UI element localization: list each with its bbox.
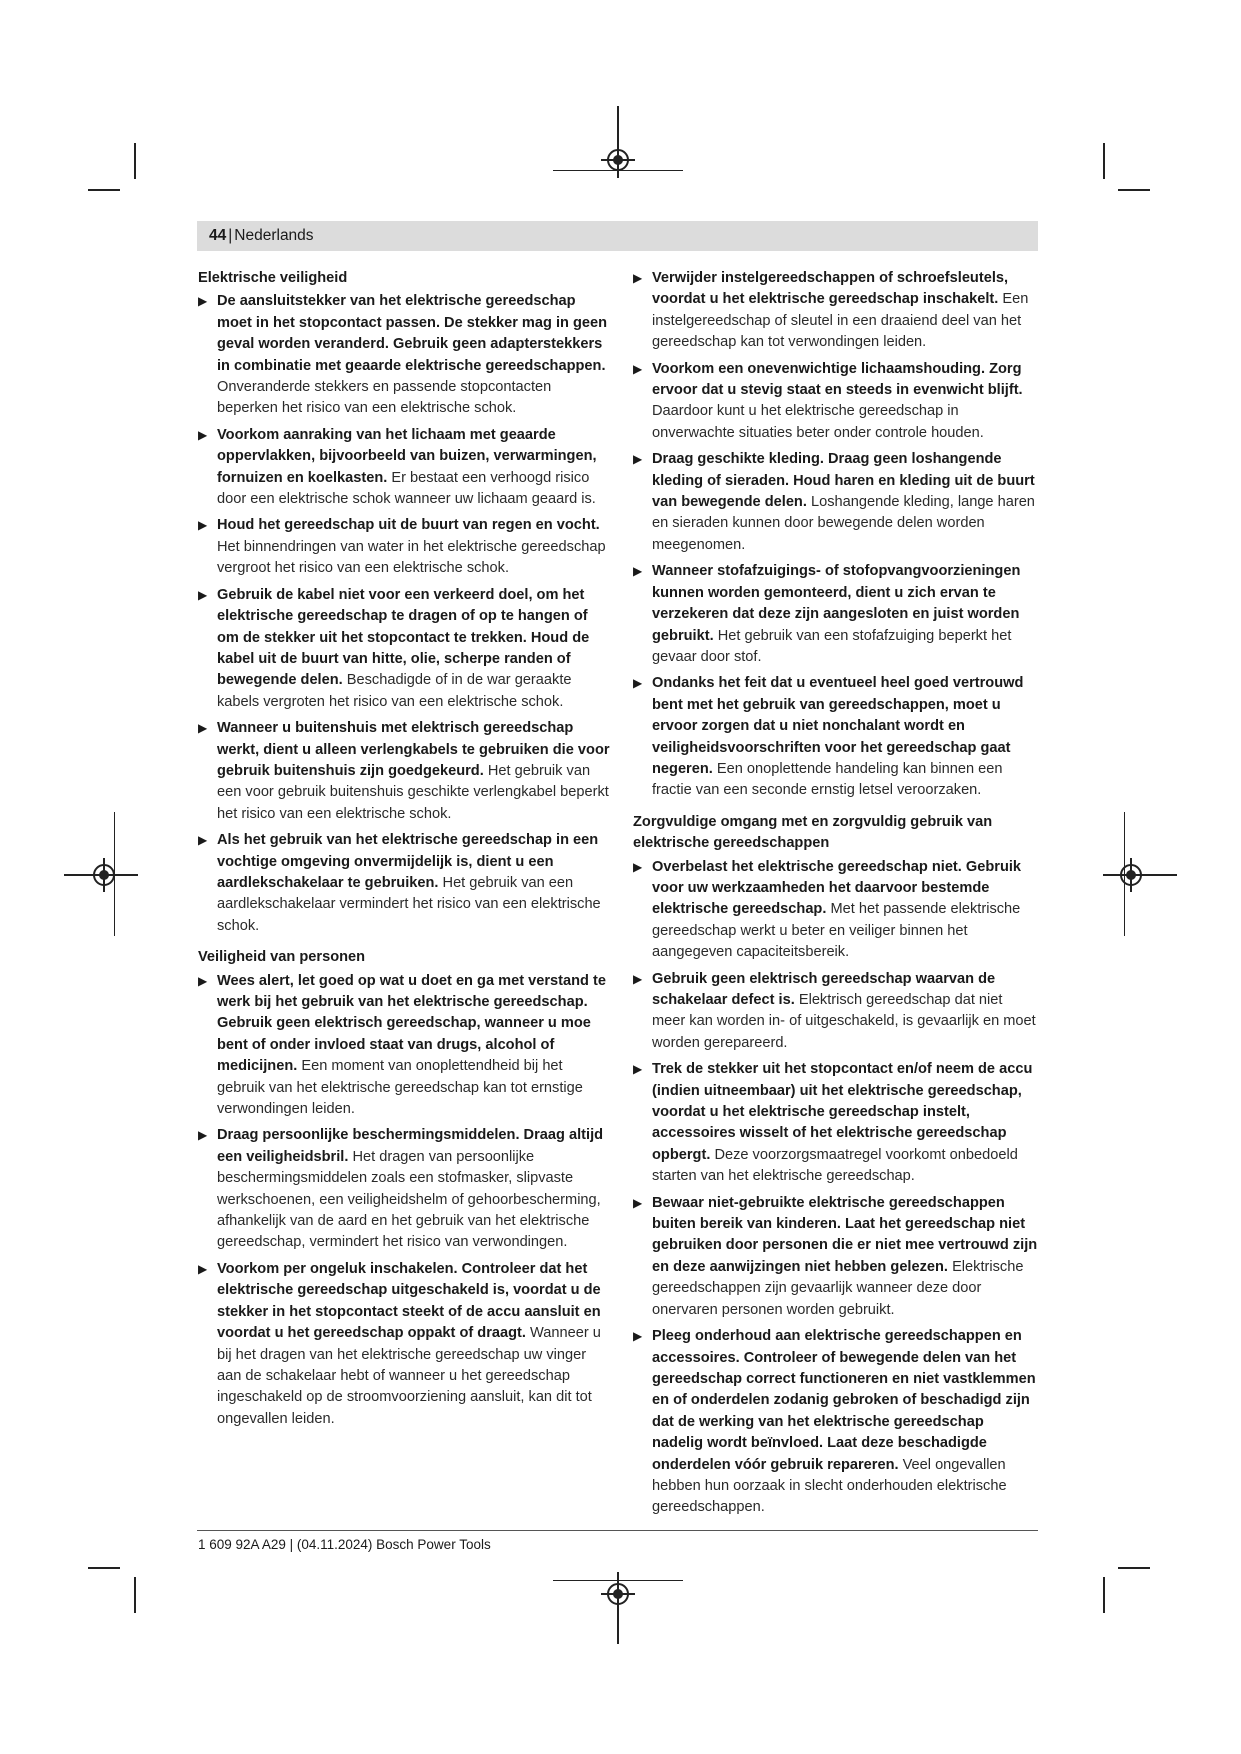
item-text: Een instelgereedschap of sleutel in een draaiend deel van het gereedschap kan tot verwondingen leiden. <box>652 291 1029 351</box>
right-column <box>633 268 1038 1524</box>
list-item <box>633 673 1038 801</box>
bullet-arrow-icon: ▶ <box>633 1062 643 1077</box>
bullet-arrow-icon: ▶ <box>633 859 643 874</box>
item-text: Het binnendringen van water in het elektrische gereedschap vergroot het risico van een elektrische schok. <box>217 538 606 577</box>
list-item <box>633 268 1038 354</box>
list-item <box>633 1193 1038 1321</box>
crop-mark <box>88 189 120 191</box>
section-title: Elektrische veiligheid <box>198 270 348 286</box>
item-bold: Draag persoonlijke beschermingsmiddelen. Draag altijd een veiligheidsbril. <box>217 1127 604 1165</box>
list-item <box>633 449 1038 556</box>
list-item <box>198 718 610 825</box>
bullet-arrow-icon: ▶ <box>633 271 643 285</box>
left-column <box>198 268 610 1435</box>
item-text: Een onoplettende handeling kan binnen een fractie van een seconde ernstig letsel veroorzaken. <box>652 760 1003 799</box>
bullet-arrow-icon: ▶ <box>198 721 208 736</box>
page-header <box>197 221 1038 251</box>
item-bold: Wanneer stofafzuigings- of stofopvangvoorzieningen kunnen worden gemonteerd, dient u zich ervan te verzekeren dat deze zijn aangesloten en juist worden gebruikt. <box>652 563 1021 644</box>
list-item <box>198 515 610 579</box>
list-item <box>198 585 610 713</box>
item-text: Veel ongevallen hebben hun oorzaak in slecht onderhouden elektrische gereedschappen. <box>652 1456 1007 1516</box>
crop-mark <box>134 1577 136 1613</box>
item-text: Loshangende kleding, lange haren en sieraden kunnen door bewegende delen worden meegenomen. <box>652 494 1035 553</box>
header-separator: | <box>228 227 233 244</box>
item-text: Het gebruik van een stofafzuiging beperkt het gevaar door stof. <box>652 627 1012 665</box>
item-text: Wanneer u bij het dragen van het elektrische gereedschap uw vinger aan de schakelaar hebt of wanneer u het gereedschap ingeschakeld op de stroomvoorziening aansluit, kan dit tot ongevallen leiden. <box>217 1325 601 1427</box>
list-item <box>633 1059 1038 1187</box>
bullet-arrow-icon: ▶ <box>198 1128 208 1143</box>
item-text: Met het passende elektrische gereedschap werkt u beter en veiliger binnen het aangegeven capaciteitsbereik. <box>652 901 1021 961</box>
item-bold: Gebruik de kabel niet voor een verkeerd doel, om het elektrische gereedschap te dragen of op te hangen of om de stekker uit het stopcontact te trekken. Houd de kabel uit de buurt van hitte, olie, scherpe randen of bewegende delen. <box>217 586 590 689</box>
list-item <box>198 425 610 511</box>
item-text: Het gebruik van een voor gebruik buitenshuis geschikte verlengkabel beperkt het risico van een elektrische schok. <box>217 762 609 822</box>
crop-mark <box>88 1567 120 1569</box>
list-item <box>633 561 1038 668</box>
bullet-arrow-icon: ▶ <box>633 361 643 376</box>
list-item <box>633 359 1038 445</box>
item-bold: Bewaar niet-gebruikte elektrische gereedschappen buiten bereik van kinderen. Laat het gereedschap niet gebruiken door personen die er niet mee vertrouwd zijn en deze aanwijzingen niet hebben gelezen. <box>652 1194 1038 1275</box>
item-bold: Verwijder instelgereedschappen of schroefsleutels, voordat u het elektrische gereedschap inschakelt. <box>652 270 1009 308</box>
item-bold: Voorkom een onevenwichtige lichaamshouding. Zorg ervoor dat u stevig staat en steeds in evenwicht blijft. <box>652 360 1023 399</box>
item-text: Er bestaat een verhoogd risico door een elektrische schok wanneer uw lichaam geaard is. <box>217 469 596 508</box>
bullet-arrow-icon: ▶ <box>633 676 643 691</box>
item-bold: Overbelast het elektrische gereedschap niet. Gebruik voor uw werkzaamheden het daarvoor bestemde elektrische gereedschap. <box>652 858 1022 918</box>
item-text: Elektrische gereedschappen zijn gevaarlijk wanneer deze door onervaren personen worden gebruikt. <box>652 1258 1024 1318</box>
registration-mark-icon <box>607 149 629 171</box>
crop-mark <box>1118 189 1150 191</box>
bullet-arrow-icon: ▶ <box>633 971 643 986</box>
list-item <box>633 969 1038 1055</box>
item-bold: Voorkom per ongeluk inschakelen. Controleer dat het elektrische gereedschap uitgeschakeld is, voordat u de stekker in het stopcontact steekt of de accu aansluit en voordat u het gereedschap oppakt of draagt. <box>217 1260 601 1342</box>
item-bold: Ondanks het feit dat u eventueel heel goed vertrouwd bent met het gebruik van gereedschappen, moet u ervoor zorgen dat u niet nonchalant wordt en veiligheidsvoorschriften voor het gereedschap gaat negeren. <box>652 675 1024 777</box>
item-bold: Wees alert, let goed op wat u doet en ga met verstand te werk bij het gebruik van het elektrische gereedschap. Gebruik geen elektrisch gereedschap, wanneer u moe bent of onder invloed staat van drugs, alcohol of medicijnen. <box>217 972 606 1075</box>
item-text: Daardoor kunt u het elektrische gereedschap in onverwachte situaties beter onder controle houden. <box>652 403 984 441</box>
section-title: Veiligheid van personen <box>198 949 366 966</box>
bullet-arrow-icon: ▶ <box>198 294 208 309</box>
registration-mark-icon <box>607 1583 629 1605</box>
item-bold: Houd het gereedschap uit de buurt van regen en vocht. <box>217 517 600 534</box>
item-text: Onveranderde stekkers en passende stopcontacten beperken het risico van een elektrische schok. <box>217 379 552 417</box>
item-text: Een moment van onoplettendheid bij het gebruik van het elektrische gereedschap kan tot ernstige verwondingen leiden. <box>217 1058 583 1118</box>
bullet-arrow-icon: ▶ <box>198 833 208 848</box>
list-item <box>198 1125 610 1253</box>
bullet-arrow-icon: ▶ <box>198 973 208 988</box>
crop-mark <box>1118 1567 1150 1569</box>
list-item <box>633 857 1038 964</box>
item-bold: Draag geschikte kleding. Draag geen loshangende kleding of sieraden. Houd haren en kleding uit de buurt van bewegende delen. <box>652 451 1035 511</box>
crop-mark <box>134 143 136 179</box>
bullet-arrow-icon: ▶ <box>198 1261 208 1276</box>
list-item <box>633 1326 1038 1519</box>
item-text: Elektrisch gereedschap dat niet meer kan worden in- of uitgeschakeld, is gevaarlijk en moet worden gerepareerd. <box>652 992 1036 1051</box>
item-bold: Gebruik geen elektrisch gereedschap waarvan de schakelaar defect is. <box>652 970 996 1008</box>
item-bold: De aansluitstekker van het elektrische gereedschap moet in het stopcontact passen. De stekker mag in geen geval worden veranderd. Gebruik geen adapterstekkers in combinatie met geaarde elektrische gereedschappen. <box>217 293 608 374</box>
bullet-arrow-icon: ▶ <box>633 564 643 579</box>
page-footer: 1 609 92A A29 | (04.11.2024) Bosch Power Tools <box>198 1537 491 1552</box>
bullet-arrow-icon: ▶ <box>198 427 208 442</box>
bullet-arrow-icon: ▶ <box>198 587 208 602</box>
item-bold: Trek de stekker uit het stopcontact en/of neem de accu (indien uitneembaar) uit het elektrische gereedschap, voordat u het elektrische gereedschap instelt, accessoires wisselt of het elektrische gereedschap opbergt. <box>652 1061 1033 1163</box>
item-bold: Wanneer u buitenshuis met elektrisch gereedschap werkt, dient u alleen verlengkabels te gebruiken die voor gebruik buitenshuis zijn goedgekeurd. <box>217 720 610 779</box>
bullet-arrow-icon: ▶ <box>633 452 643 467</box>
item-bold: Voorkom aanraking van het lichaam met geaarde oppervlakken, bijvoorbeeld van buizen, verwarmingen, fornuizen en koelkasten. <box>217 426 597 486</box>
item-text: Het dragen van persoonlijke beschermingsmiddelen zoals een stofmasker, slipvaste werkschoenen, een veiligheidshelm of gehoorbescherming, afhankelijk van de aard en het gebruik van het elektrische gereedschap, vermindert het risico van verwondingen. <box>217 1148 601 1251</box>
item-text: Deze voorzorgsmaatregel voorkomt onbedoeld starten van het elektrische gereedschap. <box>652 1146 1018 1185</box>
list-item <box>198 830 610 937</box>
item-text: Het gebruik van een aardlekschakelaar vermindert het risico van een elektrische schok. <box>217 874 601 934</box>
item-bold: Als het gebruik van het elektrische gereedschap in een vochtige omgeving onvermijdelijk is, dient u een aardlekschakelaar te gebruiken. <box>217 832 599 891</box>
bullet-arrow-icon: ▶ <box>633 1195 643 1210</box>
crop-mark <box>1103 1577 1105 1613</box>
crop-mark <box>1103 143 1105 179</box>
list-item <box>198 1259 610 1430</box>
bullet-arrow-icon: ▶ <box>633 1329 643 1344</box>
bullet-arrow-icon: ▶ <box>198 518 208 533</box>
item-bold: Pleeg onderhoud aan elektrische gereedschappen en accessoires. Controleer of bewegende delen van het gereedschap correct functioneren en niet vastklemmen en of onderdelen zodanig gebroken of beschadigd zijn dat de werking van het elektrische gereedschap nadelig wordt beïnvloed. Laat deze beschadigde onderdelen vóór gebruik repareren. <box>652 1328 1036 1473</box>
registration-mark-icon <box>1120 864 1142 886</box>
header-language: Nederlands <box>234 227 314 244</box>
item-text: Beschadigde of in de war geraakte kabels vergroten het risico van een elektrische schok. <box>217 672 572 710</box>
section-title: Zorgvuldige omgang met en zorgvuldig gebruik van elektrische gereedschappen <box>633 813 993 852</box>
page-number: 44 <box>209 227 227 244</box>
footer-rule <box>197 1530 1038 1531</box>
list-item <box>198 291 610 419</box>
list-item <box>198 971 610 1121</box>
registration-mark-icon <box>93 864 115 886</box>
